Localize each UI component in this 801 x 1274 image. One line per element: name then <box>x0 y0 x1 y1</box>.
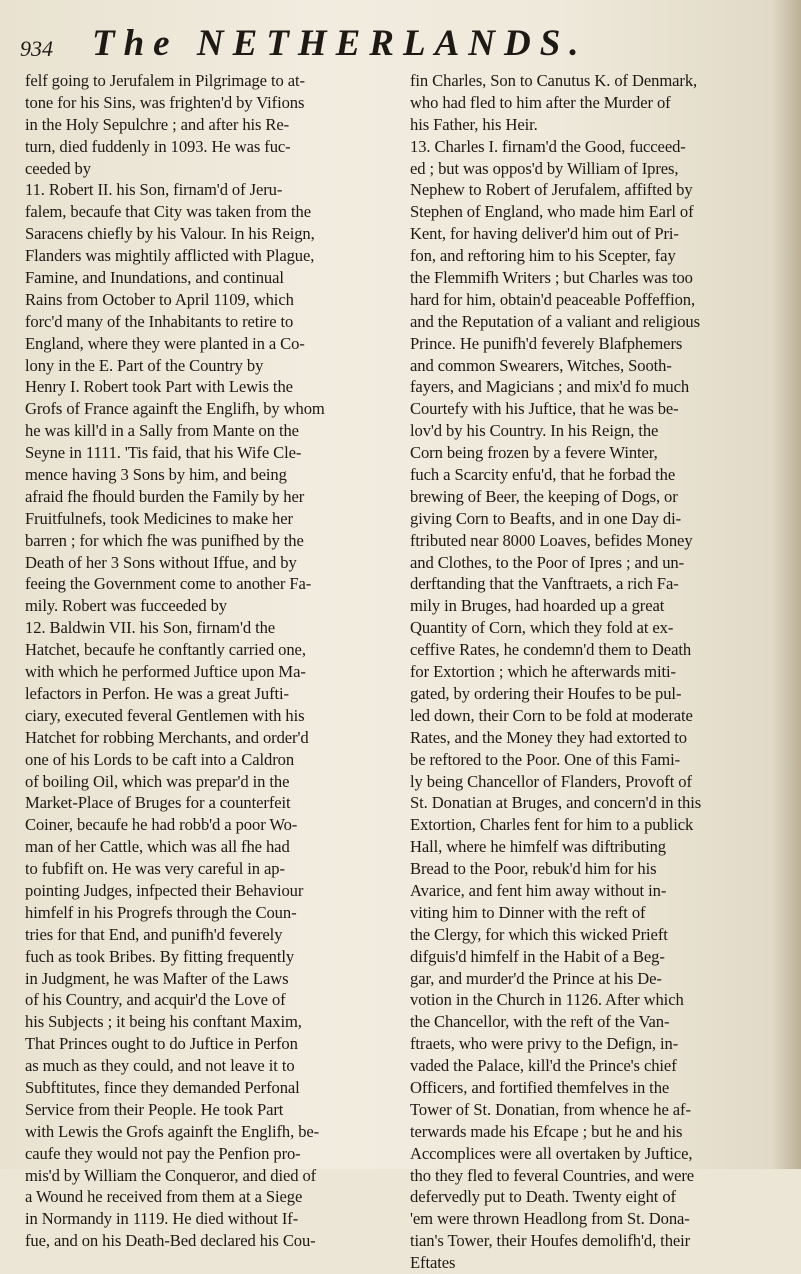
left-column-line: as much as they could, and not leave it to <box>25 1056 295 1076</box>
right-column-line: Avarice, and fent him away without in- <box>410 880 667 900</box>
left-column <box>25 70 383 1252</box>
left-column-line: tries for that End, and punifh'd feverely <box>25 924 283 944</box>
right-column-line: gar, and murder'd the Prince at his De- <box>410 968 662 988</box>
left-column-line: a Wound he received from them at a Siege <box>25 1187 303 1207</box>
right-column-line: and Clothes, to the Poor of Ipres ; and un- <box>410 552 685 572</box>
left-column-line: Death of her 3 Sons without Iffue, and by <box>25 552 297 572</box>
right-column-line: votion in the Church in 1126. After which <box>410 990 684 1010</box>
right-column-line: fuch a Scarcity enfu'd, that he forbad the <box>410 465 676 485</box>
left-column-line: That Princes ought to do Juftice in Perfon <box>25 1034 298 1054</box>
left-column-line: 11. Robert II. his Son, firnam'd of Jeru- <box>25 180 283 200</box>
right-column-line: lov'd by his Country. In his Reign, the <box>410 421 659 441</box>
running-head: The NETHERLANDS. <box>92 23 588 64</box>
left-column-line: pointing Judges, infpected their Behaviour <box>25 880 304 900</box>
left-column-line: with Lewis the Grofs againft the Englifh, be- <box>25 1121 320 1141</box>
left-column-line: felf going to Jerufalem in Pilgrimage to at- <box>25 71 305 90</box>
left-column-line: feeing the Government come to another Fa- <box>25 574 312 594</box>
left-column-line: ceeded by <box>25 158 91 178</box>
left-column-line: tone for his Sins, was frighten'd by Vifions <box>25 92 305 112</box>
right-column-line: hard for him, obtain'd peaceable Poffeffion, <box>410 289 696 309</box>
right-column-line: Courtefy with his Juftice, that he was be- <box>410 399 679 419</box>
left-column-line: Service from their People. He took Part <box>25 1099 284 1119</box>
right-column-line: and common Swearers, Witches, Sooth- <box>410 355 672 375</box>
right-column-line: fin Charles, Son to Canutus K. of Denmark, <box>410 71 698 90</box>
right-column-line: terwards made his Efcape ; but he and his <box>410 1121 683 1141</box>
right-column-line: gated, by ordering their Houfes to be pul- <box>410 683 682 703</box>
right-column-line: for Extortion ; which he afterwards miti- <box>410 662 676 682</box>
right-column-line: ly being Chancellor of Flanders, Provoft of <box>410 771 692 791</box>
left-column-line: fuch as took Bribes. By fitting frequently <box>25 946 295 966</box>
right-column-line: tian's Tower, their Houfes demolifh'd, their <box>410 1231 691 1251</box>
right-column-line: ftributed near 8000 Loaves, befides Money <box>410 530 693 550</box>
right-column-line: Corn being frozen by a fevere Winter, <box>410 443 658 463</box>
left-column-line: forc'd many of the Inhabitants to retire to <box>25 311 294 331</box>
left-column-line: he was kill'd in a Sally from Mante on the <box>25 421 299 441</box>
left-column-line: Rains from October to April 1109, which <box>25 289 294 309</box>
left-column-line: in the Holy Sepulchre ; and after his Re- <box>25 114 290 134</box>
page-number: 934 <box>20 36 53 61</box>
left-column-line: himfelf in his Progrefs through the Coun- <box>25 902 297 922</box>
left-column-line: ciary, executed feveral Gentlemen with his <box>25 705 305 725</box>
right-column-line: defervedly put to Death. Twenty eight of <box>410 1187 676 1207</box>
right-column-line: vaded the Palace, kill'd the Prince's chief <box>410 1056 677 1076</box>
right-column-line: and the Reputation of a valiant and religious <box>410 311 700 331</box>
left-column-line: of boiling Oil, which was prepar'd in the <box>25 771 290 791</box>
left-column-line: with which he performed Juftice upon Ma- <box>25 662 306 682</box>
page-edge-shadow <box>771 0 801 1169</box>
left-column-line: lony in the E. Part of the Country by <box>25 355 264 375</box>
left-column-line: Grofs of France againft the Englifh, by whom <box>25 399 325 419</box>
left-column-line: England, where they were planted in a Co- <box>25 333 305 353</box>
page-header <box>20 14 790 64</box>
left-column-line: Hatchet, becaufe he conftantly carried one, <box>25 640 306 660</box>
left-column-line: 12. Baldwin VII. his Son, firnam'd the <box>25 618 276 638</box>
left-column-line: Hatchet for robbing Merchants, and order'd <box>25 727 309 747</box>
right-column-line: who had fled to him after the Murder of <box>410 92 671 112</box>
left-column-line: Flanders was mightily afflicted with Plague, <box>25 246 315 266</box>
right-column-line: derftanding that the Vanftraets, a rich Fa- <box>410 574 679 594</box>
left-column-line: Fruitfulnefs, took Medicines to make her <box>25 508 293 528</box>
right-column-line: be reftored to the Poor. One of this Fami- <box>410 749 681 769</box>
left-column-line: to fubfift on. He was very careful in ap- <box>25 859 285 879</box>
right-column-line: the Chancellor, with the reft of the Van- <box>410 1012 670 1032</box>
right-column-line: difguis'd himfelf in the Habit of a Beg- <box>410 946 665 966</box>
left-column-line: man of her Cattle, which was all fhe had <box>25 837 290 857</box>
right-column-line: the Flemmifh Writers ; but Charles was too <box>410 268 693 288</box>
left-column-line: his Subjects ; it being his conftant Maxim, <box>25 1012 302 1032</box>
right-column-line: viting him to Dinner with the reft of <box>410 902 646 922</box>
right-column-line: Eftates <box>410 1253 456 1273</box>
right-column-line: Hall, where he himfelf was diftributing <box>410 837 666 857</box>
left-column-line: Henry I. Robert took Part with Lewis the <box>25 377 293 397</box>
left-column-line: Subftitutes, fince they demanded Perfonal <box>25 1077 300 1097</box>
left-column-line: in Judgment, he was Mafter of the Laws <box>25 968 289 988</box>
right-column-line: 'em were thrown Headlong from St. Dona- <box>410 1209 690 1229</box>
right-column-line: his Father, his Heir. <box>410 114 538 134</box>
right-column-line: tho they fled to feveral Countries, and were <box>410 1165 695 1185</box>
left-column-line: barren ; for which fhe was punifhed by the <box>25 530 304 550</box>
left-column-line: Famine, and Inundations, and continual <box>25 268 284 288</box>
right-column-line: St. Donatian at Bruges, and concern'd in this <box>410 793 702 813</box>
right-column-line: Rates, and the Money they had extorted to <box>410 727 687 747</box>
left-column-line: Saracens chiefly by his Valour. In his Reign, <box>25 224 315 244</box>
left-column-line: Market-Place of Bruges for a counterfeit <box>25 793 291 813</box>
right-column-line: ceffive Rates, he condemn'd them to Death <box>410 640 692 660</box>
right-column-line: Accomplices were all overtaken by Juftice, <box>410 1143 693 1163</box>
right-column-line: Prince. He punifh'd feverely Blafphemers <box>410 333 683 353</box>
right-column-line: fon, and reftoring him to his Scepter, fay <box>410 246 676 266</box>
right-column-line: giving Corn to Beafts, and in one Day di- <box>410 508 682 528</box>
left-column-line: turn, died fuddenly in 1093. He was fuc- <box>25 136 291 156</box>
right-column-line: Quantity of Corn, which they fold at ex- <box>410 618 674 638</box>
right-column-line: brewing of Beer, the keeping of Dogs, or <box>410 486 678 506</box>
left-column-line: one of his Lords to be caft into a Caldron <box>25 749 295 769</box>
left-column-line: mily. Robert was fucceeded by <box>25 596 227 616</box>
right-column <box>410 70 774 1274</box>
left-column-line: caufe they would not pay the Penfion pro- <box>25 1143 301 1163</box>
right-column-line: 13. Charles I. firnam'd the Good, fucceed- <box>410 136 686 156</box>
right-column-line: Stephen of England, who made him Earl of <box>410 202 694 222</box>
right-column-line: Extortion, Charles fent for him to a publick <box>410 815 694 835</box>
left-column-line: of his Country, and acquir'd the Love of <box>25 990 286 1010</box>
right-column-line: mily in Bruges, had hoarded up a great <box>410 596 665 616</box>
left-column-line: in Normandy in 1119. He died without If- <box>25 1209 299 1229</box>
right-column-line: Nephew to Robert of Jerufalem, affifted by <box>410 180 693 200</box>
left-column-line: afraid fhe fhould burden the Family by her <box>25 486 305 506</box>
right-column-line: fayers, and Magicians ; and mix'd fo much <box>410 377 690 397</box>
left-column-line: Coiner, becaufe he had robb'd a poor Wo- <box>25 815 298 835</box>
left-column-line: falem, becaufe that City was taken from the <box>25 202 311 222</box>
right-column-line: the Clergy, for which this wicked Prieft <box>410 924 668 944</box>
right-column-line: led down, their Corn to be fold at moderate <box>410 705 693 725</box>
right-column-line: ed ; but was oppos'd by William of Ipres, <box>410 158 679 178</box>
left-column-line: Seyne in 1111. 'Tis faid, that his Wife Cle- <box>25 443 302 463</box>
right-column-line: Kent, for having deliver'd him out of Pri- <box>410 224 679 244</box>
left-column-line: lefactors in Perfon. He was a great Jufti- <box>25 683 289 703</box>
right-column-line: Officers, and fortified themfelves in the <box>410 1077 670 1097</box>
right-column-line: Tower of St. Donatian, from whence he af- <box>410 1099 691 1119</box>
left-column-line: fue, and on his Death-Bed declared his Cou- <box>25 1231 316 1251</box>
left-column-line: mence having 3 Sons by him, and being <box>25 465 287 485</box>
right-column-line: Bread to the Poor, rebuk'd him for his <box>410 859 657 879</box>
right-column-line: ftraets, who were privy to the Defign, in- <box>410 1034 679 1054</box>
left-column-line: mis'd by William the Conqueror, and died of <box>25 1165 317 1185</box>
